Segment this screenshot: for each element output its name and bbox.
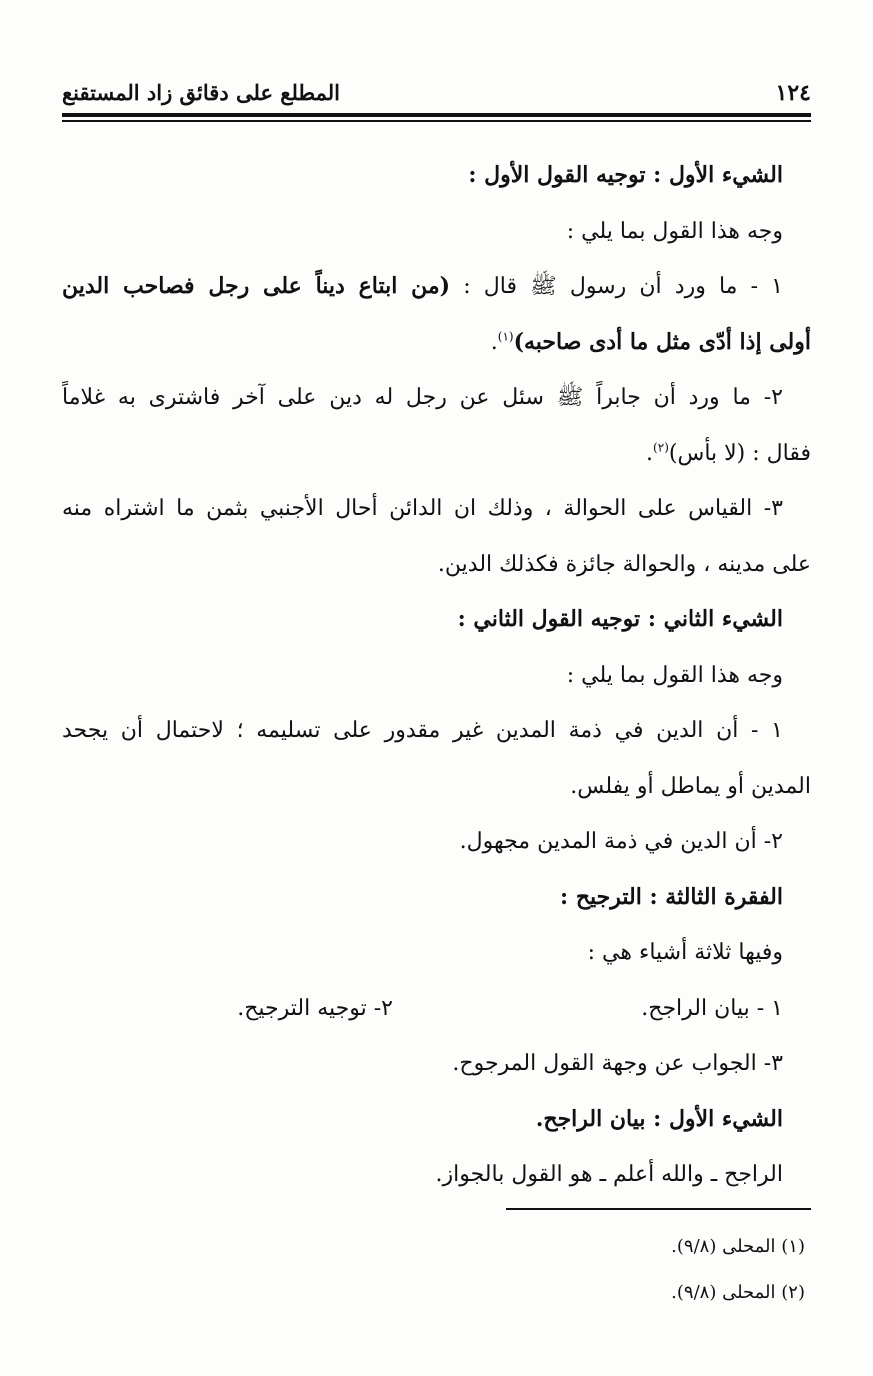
footnote-separator: [506, 1208, 811, 1210]
footnote: (٢) المحلى (٩/٨).: [671, 1282, 805, 1303]
text-run: فقال : (لا بأس): [668, 440, 811, 466]
section-heading: الفقرة الثالثة : الترجيح :: [560, 883, 783, 910]
paragraph-line: ١ - أن الدين في ذمة المدين غير مقدور على تسليمه ؛ لاحتمال أن يجحد: [62, 718, 783, 743]
text-run: ١ - ما ورد أن رسول ﷺ قال :: [450, 274, 783, 299]
paragraph-line: وجه هذا القول بما يلي :: [566, 218, 783, 244]
paragraph-line: ٣- القياس على الحوالة ، وذلك ان الدائن أحال الأجنبي بثمن ما اشتراه منه: [62, 496, 783, 521]
page-header: [62, 72, 811, 116]
header-rule-thick: [62, 113, 811, 117]
footnote: (١) المحلى (٩/٨).: [671, 1236, 805, 1257]
text-run: .: [646, 440, 654, 466]
footnotes: [62, 1224, 811, 1316]
body-text: [62, 148, 811, 1203]
paragraph-line: [62, 981, 811, 1037]
running-title: المطلع على دقائق زاد المستقنع: [62, 80, 341, 105]
paragraph-line: على مدينه ، والحوالة جائزة فكذلك الدين.: [437, 551, 811, 577]
list-item: ١ - بيان الراجح.: [641, 995, 783, 1021]
paragraph-line: ٢- ما ورد أن جابراً ﷺ سئل عن رجل له دين على آخر فاشترى به غلاماً: [62, 385, 783, 410]
footnote-marker: (١): [497, 329, 514, 344]
list-item: ٢- توجيه الترجيح.: [237, 995, 393, 1021]
paragraph-line: وجه هذا القول بما يلي :: [566, 662, 783, 688]
paragraph-line: الراجح ـ والله أعلم ـ هو القول بالجواز.: [435, 1162, 783, 1187]
paragraph-line: وفيها ثلاثة أشياء هي :: [587, 940, 783, 965]
paragraph-line: [62, 315, 811, 371]
hadith-quote: (من ابتاع ديناً على رجل فصاحب الدين: [62, 273, 451, 299]
paragraph-line: [62, 259, 811, 315]
paragraph-line: ٢- أن الدين في ذمة المدين مجهول.: [459, 829, 783, 854]
header-rule-thin: [62, 120, 811, 122]
page-number: ١٢٤: [775, 80, 811, 106]
paragraph-line: ٣- الجواب عن وجهة القول المرجوح.: [452, 1051, 783, 1076]
footnote-marker: (٢): [653, 440, 669, 455]
paragraph-line: المدين أو يماطل أو يفلس.: [570, 773, 811, 799]
section-heading: الشيء الأول : توجيه القول الأول :: [468, 162, 783, 188]
section-heading: الشيء الثاني : توجيه القول الثاني :: [457, 606, 783, 632]
hadith-quote: أولى إذا أدّى مثل ما أدى صاحبه): [513, 328, 811, 355]
section-heading: الشيء الأول : بيان الراجح.: [535, 1105, 783, 1132]
text-run: .: [490, 329, 498, 355]
paragraph-line: [62, 426, 811, 482]
